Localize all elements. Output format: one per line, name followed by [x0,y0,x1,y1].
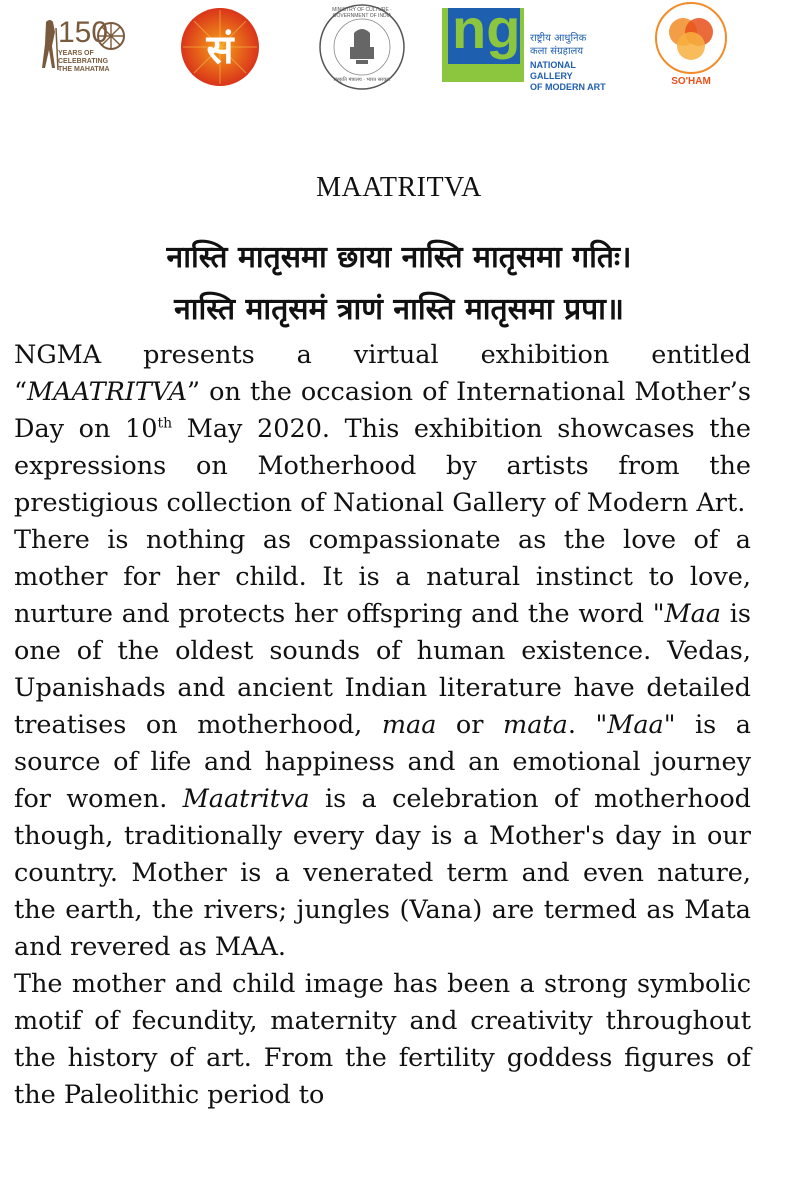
paragraph-art-history: The mother and child image has been a strong symbolic motif of fecundity, maternity and creativity throughout the history of art. From the fertility goddess figures of the Paleolithic period to [14,969,751,1110]
shloka-line-1: नास्ति मातृसमा छाया नास्ति मातृसमा गतिः। [166,240,632,275]
ministry-of-culture-seal [318,3,406,91]
ngma-english-line-1: NATIONAL GALLERY [530,60,576,81]
shloka-line-2: नास्ति मातृसमं त्राणं नास्ति मातृसमा प्रपा॥ [174,292,624,327]
sam-logo [179,6,261,88]
gandhi-150-logo [38,14,128,74]
gandhi-line-1: YEARS OF [58,50,94,57]
gandhi-150-numeral: 150 [58,16,109,49]
paragraph-motherhood: There is nothing as compassionate as the love of a mother for her child. It is a natural instinct to love, nurture and protects her offspring and the word "Maa is one of the oldest sounds of human existence. Vedas, Upanishads and ancient Indian literature have detailed treatises on motherhood, maa or mata. "Maa" is a source of life and happiness and an emotional journey for women. Maatritva is a celebration of motherhood though, traditionally every day is a Mother's day in our country. Mother is a venerated term and even nature, the earth, the rivers; jungles (Vana) are termed as Mata and revered as MAA. [14,525,751,962]
gandhi-line-2: CELEBRATING [58,58,109,65]
ngma-logo [440,0,620,92]
ordinal-suffix: th [157,415,173,432]
seal-top-text: MINISTRY OF CULTURE · GOVERNMENT OF INDIA [332,7,392,19]
ngma-english-line-2: OF MODERN ART [530,82,606,92]
ngma-mark: ng [452,0,521,60]
article-body [14,337,751,1114]
sam-glyph: सं [206,27,234,73]
paragraph-intro: NGMA presents a virtual exhibition entitled “MAATRITVA” on the occasion of International Mother’s Day on 10th May 2020. This exhibition showcases the expressions on Motherhood by artists from the prestigious collection of National Gallery of Modern Art. [14,340,751,518]
seal-bottom-text: संस्कृति मंत्रालय · भारत सरकार [333,77,391,83]
logo-bar [0,0,798,100]
ngma-hindi-line-2: कला संग्रहालय [530,46,584,57]
page-title: MAATRITVA [316,172,482,203]
gandhi-line-3: THE MAHATMA [58,66,110,73]
soham-logo [653,0,729,92]
exhibition-name: MAATRITVA [27,377,187,407]
ngma-hindi-line-1: राष्ट्रीय आधुनिक [530,33,587,44]
soham-name: SO'HAM [671,76,711,87]
soham-circles-icon [653,0,729,76]
